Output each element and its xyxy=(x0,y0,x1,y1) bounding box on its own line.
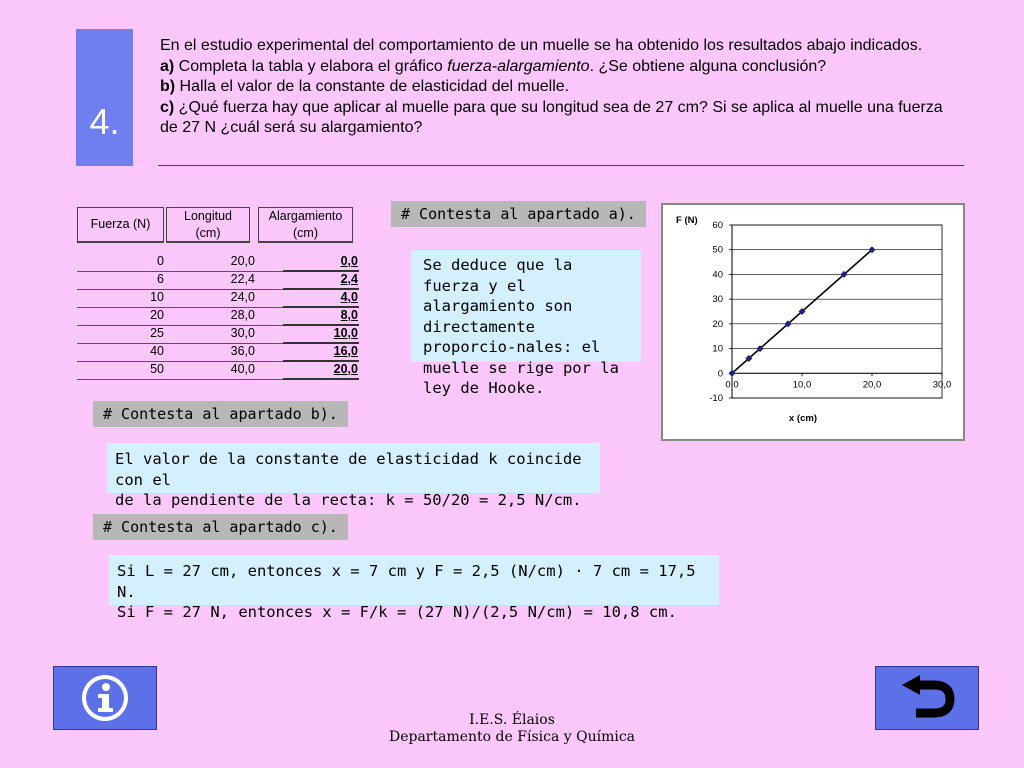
answer-b-box xyxy=(107,443,600,509)
elongation-cell: 20,0 xyxy=(333,362,358,376)
elongation-cell: 2,4 xyxy=(340,272,358,286)
force-cell: 50 xyxy=(150,362,164,376)
header-force: Fuerza (N) xyxy=(77,207,164,243)
x-tick-label: 30,0 xyxy=(932,379,952,391)
answer-a-box: Se deduce que la fuerza y el alargamiento son directamente proporcio-nales: el muelle se rige por la ley de Hooke. xyxy=(411,250,641,362)
answer-b-line-1: El valor de la constante de elasticidad k coincide con el xyxy=(115,450,582,489)
y-tick-label: 20 xyxy=(712,318,723,330)
part-b-text: Halla el valor de la constante de elasticidad del muelle. xyxy=(175,78,570,95)
answer-underline xyxy=(283,378,359,380)
header-elongation: Alargamiento (cm) xyxy=(258,207,353,243)
force-cell: 0 xyxy=(157,254,164,268)
x-tick-label: 10,0 xyxy=(792,379,812,391)
table-row xyxy=(77,253,359,272)
x-tick-label: 20,0 xyxy=(862,379,882,391)
title-divider xyxy=(158,165,964,166)
length-cell: 40,0 xyxy=(230,362,255,376)
chart-svg xyxy=(663,205,963,439)
part-a-text-1: Completa la tabla y elabora el gráfico xyxy=(174,57,448,75)
part-b xyxy=(160,77,960,98)
department-name: Departamento de Física y Química xyxy=(388,729,636,745)
y-tick-label: 50 xyxy=(712,244,723,256)
force-cell: 10 xyxy=(150,290,164,304)
answer-b-line-2: de la pendiente de la recta: k = 50/20 = 2,5 N/cm. xyxy=(115,491,582,509)
y-axis-label: F (N) xyxy=(676,215,698,226)
y-tick-label: 10 xyxy=(712,343,723,355)
x-axis-label: x (cm) xyxy=(789,413,817,424)
part-b-label: b) xyxy=(160,78,176,95)
force-cell: 40 xyxy=(150,344,164,358)
length-cell: 28,0 xyxy=(230,308,255,322)
plot-area xyxy=(732,225,942,398)
part-c-text: ¿Qué fuerza hay que aplicar al muelle para que su longitud sea de 27 cm? Si se aplica al muelle una fuerza de 27 N ¿cuál será su alargamiento? xyxy=(160,98,943,136)
x-tick-label: 0,0 xyxy=(725,379,739,391)
length-cell: 30,0 xyxy=(230,326,255,340)
answer-c-line-1: Si L = 27 cm, entonces x = 7 cm y F = 2,5 (N/cm) · 7 cm = 17,5 N. xyxy=(117,562,696,601)
table-row xyxy=(77,325,359,344)
answer-c-line-2: Si F = 27 N, entonces x = F/k = (27 N)/(2,5 N/cm) = 10,8 cm. xyxy=(117,603,677,621)
footer xyxy=(0,712,1024,746)
elongation-cell: 10,0 xyxy=(333,326,358,340)
y-tick-label: 30 xyxy=(712,294,723,306)
part-a-text-2: . ¿Se obtiene alguna conclusión? xyxy=(589,57,827,75)
intro-text: En el estudio experimental del comportamiento de un muelle se ha obtenido los resultados abajo indicados. xyxy=(160,37,923,54)
force-elongation-chart xyxy=(661,203,965,441)
table-row xyxy=(77,271,359,290)
y-tick-label: 40 xyxy=(712,269,723,281)
y-tick-label: -10 xyxy=(709,393,723,404)
school-name: I.E.S. Élaios xyxy=(469,712,555,728)
table-row xyxy=(77,343,359,362)
length-cell: 24,0 xyxy=(230,290,255,304)
length-cell: 20,0 xyxy=(230,254,255,268)
elongation-cell: 0,0 xyxy=(340,254,358,268)
force-cell: 25 xyxy=(150,326,164,340)
elongation-cell: 16,0 xyxy=(333,344,358,358)
header-length: Longitud (cm) xyxy=(166,207,250,243)
answer-b-label: # Contesta al apartado b). xyxy=(93,401,348,427)
answer-a-label: # Contesta al apartado a). xyxy=(391,201,646,227)
part-a xyxy=(160,57,960,78)
length-cell: 36,0 xyxy=(230,344,255,358)
table-row xyxy=(77,289,359,308)
answer-c-label: # Contesta al apartado c). xyxy=(93,514,348,540)
elongation-cell: 8,0 xyxy=(340,308,358,322)
answer-c-box xyxy=(109,555,719,621)
y-tick-label: 60 xyxy=(712,220,723,231)
table-row xyxy=(77,361,359,380)
slide-number-box xyxy=(76,29,133,166)
length-cell: 22,4 xyxy=(230,272,255,286)
part-c xyxy=(160,98,960,139)
table-row xyxy=(77,307,359,326)
elongation-cell: 4,0 xyxy=(340,290,358,304)
part-a-text-italic: fuerza-alargamiento xyxy=(447,57,590,75)
part-a-label: a) xyxy=(160,57,175,75)
problem-statement xyxy=(160,36,960,139)
part-c-label: c) xyxy=(160,98,175,116)
slide-number: 4. xyxy=(89,101,120,142)
y-tick-label: 0 xyxy=(717,368,723,380)
force-cell: 20 xyxy=(150,308,164,322)
force-cell: 6 xyxy=(157,272,164,286)
